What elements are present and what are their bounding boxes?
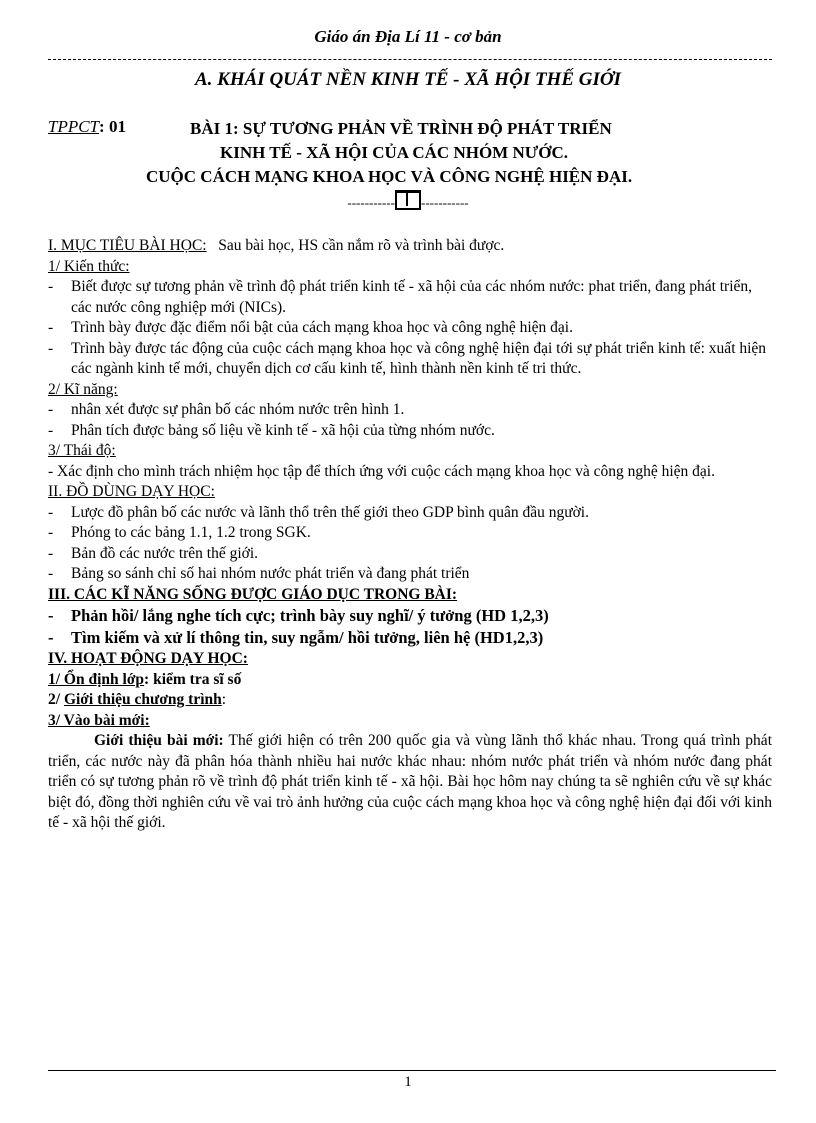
- subheading-skills: 2/ Kĩ năng:: [48, 380, 118, 398]
- page-number: 1: [404, 1074, 412, 1090]
- step-3: 3/ Vào bài mới:: [48, 711, 150, 729]
- list-item: - Trình bày được đặc điểm nổi bật của cách mạng khoa học và công nghệ hiện đại.: [48, 319, 573, 336]
- section-heading: IV. HOẠT ĐỘNG DẠY HỌC:: [48, 650, 248, 667]
- tppct-label: TPPCT: [48, 117, 100, 136]
- list-item: - Biết được sự tương phản về trình độ phát triển kinh tế - xã hội của các nhóm nước: phat triển, đang phát triển, các nước công nghiệp mới (NICs).: [48, 278, 753, 316]
- list-item: - Phản hồi/ lắng nghe tích cực; trình bày suy nghĩ/ ý tưởng (HD 1,2,3): [48, 606, 549, 625]
- attitude-text: - Xác định cho mình trách nhiệm học tập để thích ứng với cuộc cách mạng khoa học và công nghệ hiện đại.: [48, 462, 715, 480]
- step-1: 1/ Ổn định lớp: kiểm tra sĩ số: [48, 670, 242, 688]
- intro-paragraph: Giới thiệu bài mới: Thế giới hiện có trên 200 quốc gia và vùng lãnh thổ khác nhau. Trong quá trình phát triển, các nước này đã phân hóa thành nhiều hai nước khác nhau: nhóm nước phát triển và nhóm nước đang phát triển có sự tương phản rõ về trình độ phát triển kinh tế - xã hội. Bài học hôm nay chúng ta sẽ nghiên cứu về sự khác biệt đó, đồng thời nghiên cứu về vai trò ảnh hưởng của cuộc cách mạng khoa học và công nghệ hiện đại đối với kinh tế - xã hội thế giới.: [48, 732, 772, 831]
- section-objectives: [48, 236, 772, 257]
- list-item: - Bản đồ các nước trên thế giới.: [48, 544, 259, 562]
- section-intro: Sau bài học, HS cần nắm rõ và trình bài được.: [218, 237, 505, 254]
- list-item: - Lược đồ phân bố các nước và lãnh thổ trên thế giới theo GDP bình quân đầu người.: [48, 503, 589, 521]
- chapter-title: A. KHÁI QUÁT NỀN KINH TẾ - XÃ HỘI THẾ GIỚI: [195, 69, 621, 90]
- book-icon: [395, 190, 421, 210]
- document-body: [48, 236, 772, 834]
- list-item: - nhân xét được sự phân bố các nhóm nước trên hình 1.: [48, 401, 405, 418]
- list-item: - Trình bày được tác động của cuộc cách mạng khoa học và công nghệ hiện đại tới sự phát triển kinh tế: xuất hiện các ngành kinh tế mới, chuyển dịch cơ cấu kinh tế, hình thành nền kinh tế tri thức.: [48, 339, 767, 377]
- subheading-knowledge: 1/ Kiến thức:: [48, 257, 130, 275]
- step-2: 2/ Giới thiệu chương trình:: [48, 691, 227, 708]
- list-item: - Phân tích được bảng số liệu về kinh tế - xã hội của từng nhóm nước.: [48, 421, 495, 439]
- header-divider: [48, 59, 772, 60]
- list-item: - Phóng to các bảng 1.1, 1.2 trong SGK.: [48, 524, 311, 541]
- subheading-attitude: 3/ Thái độ:: [48, 442, 116, 459]
- section-heading: II. ĐỒ DÙNG DẠY HỌC:: [48, 483, 215, 500]
- page-header: Giáo án Địa Lí 11 - cơ bản: [314, 27, 502, 46]
- lesson-title-line: CUỘC CÁCH MẠNG KHOA HỌC VÀ CÔNG NGHỆ HIỆN ĐẠI.: [146, 167, 633, 186]
- lesson-title: [48, 117, 816, 189]
- tppct-value: : 01: [99, 117, 126, 136]
- lesson-title-line: BÀI 1: SỰ TƯƠNG PHẢN VỀ TRÌNH ĐỘ PHÁT TRIỂN: [190, 119, 612, 138]
- list-item: - Bảng so sánh chỉ số hai nhóm nước phát triển và đang phát triển: [48, 565, 470, 582]
- list-item: - Tìm kiếm và xử lí thông tin, suy ngẫm/ hồi tưởng, liên hệ (HD1,2,3): [48, 628, 544, 647]
- section-heading: III. CÁC KĨ NĂNG SỐNG ĐƯỢC GIÁO DỤC TRONG BÀI:: [48, 585, 458, 603]
- lesson-title-line: KINH TẾ - XÃ HỘI CỦA CÁC NHÓM NƯỚC.: [220, 143, 569, 162]
- footer-divider: [48, 1070, 776, 1071]
- section-heading: I. MỤC TIÊU BÀI HỌC:: [48, 237, 207, 254]
- ornament-divider: ----------- -----------: [0, 190, 816, 211]
